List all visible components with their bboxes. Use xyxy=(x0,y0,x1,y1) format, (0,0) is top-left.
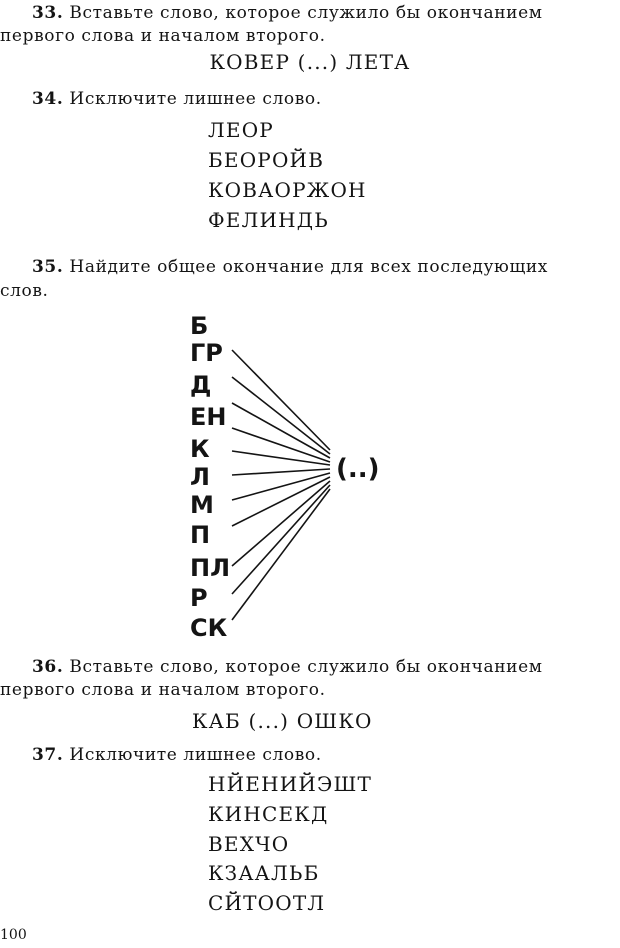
stem: П xyxy=(190,521,211,549)
stem: СК xyxy=(190,614,228,642)
connector-line xyxy=(232,428,330,462)
stem: Л xyxy=(190,463,210,491)
problem-37-text: Исключите лишнее слово. xyxy=(69,745,322,765)
problem-35-line2: слов. xyxy=(0,281,49,301)
problem-34-text: Исключите лишнее слово. xyxy=(69,89,322,109)
problem-37-word: СЙТООТЛ xyxy=(208,891,326,915)
stem: Б xyxy=(190,312,209,340)
problem-33-puzzle: КОВЕР (...) ЛЕТА xyxy=(209,50,411,74)
problem-37-number: 37. xyxy=(32,745,64,765)
problem-34-word: БЕОРОЙВ xyxy=(208,148,325,172)
problem-36-puzzle: КАБ (...) ОШКО xyxy=(192,709,373,733)
problem-34-number: 34. xyxy=(32,89,64,109)
stem: Д xyxy=(190,371,212,399)
problem-37-word: КЗААЛЬБ xyxy=(208,861,320,885)
problem-33-line2: первого слова и началом второго. xyxy=(0,26,326,46)
problem-36-number: 36. xyxy=(32,657,64,677)
stem: ГР xyxy=(190,339,223,367)
problem-34-word: КОВАОРЖОН xyxy=(208,178,367,202)
problem-35-number: 35. xyxy=(32,257,64,277)
common-ending-placeholder: (..) xyxy=(336,454,380,484)
connector-line xyxy=(232,377,330,454)
problem-36-line1 xyxy=(32,656,543,678)
problem-37-word: НЙЕНИЙЭШТ xyxy=(208,772,373,796)
problem-37-word: ВЕХЧО xyxy=(208,832,290,856)
stem: Р xyxy=(190,584,208,612)
problem-36-text: Вставьте слово, которое служило бы окончанием xyxy=(69,657,543,677)
connector-line xyxy=(232,473,330,500)
problem-34-word: ЛЕОР xyxy=(208,118,274,142)
connector-line xyxy=(232,451,330,465)
page-number: 100 xyxy=(0,927,27,943)
connector-line xyxy=(232,469,330,475)
problem-36-line2: первого слова и началом второго. xyxy=(0,680,326,700)
problem-35-text: Найдите общее окончание для всех последующих xyxy=(69,257,548,277)
problem-37-word: КИНСЕКД xyxy=(208,802,329,826)
problem-34-word: ФЕЛИНДЬ xyxy=(208,208,329,232)
problem-33-number: 33. xyxy=(32,3,64,23)
problem-33-text: Вставьте слово, которое служило бы окончанием xyxy=(69,3,543,23)
stem: М xyxy=(190,491,214,519)
connector-line xyxy=(232,489,330,620)
stem: ЕН xyxy=(190,403,227,431)
connector-line xyxy=(232,350,330,450)
stem: ПЛ xyxy=(190,554,231,582)
stem: К xyxy=(190,435,210,463)
problem-37-line1 xyxy=(32,744,322,766)
connector-line xyxy=(232,403,330,458)
